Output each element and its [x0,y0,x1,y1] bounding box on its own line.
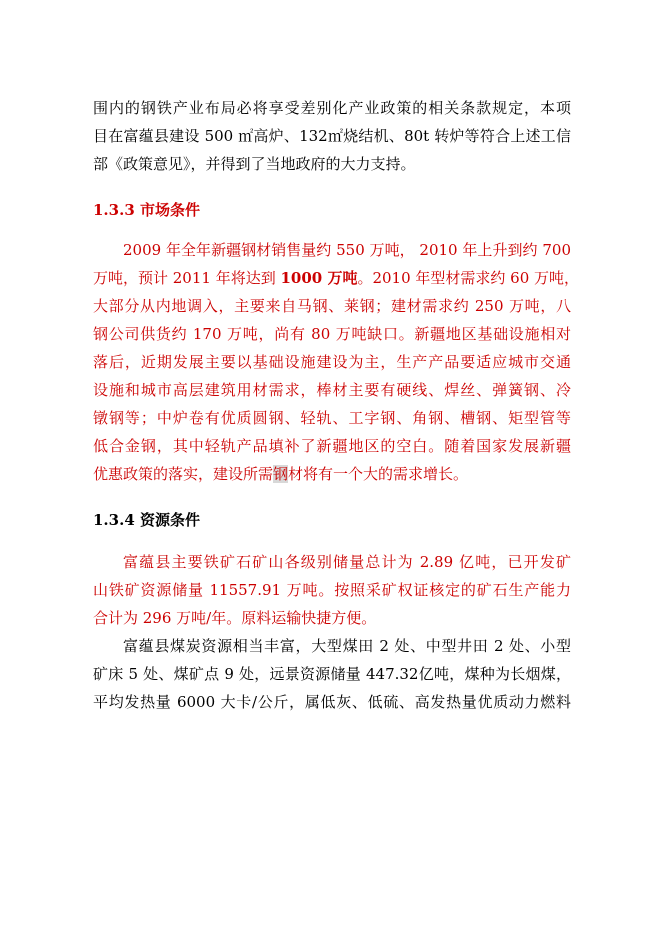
section-heading-resource: 1.3.4 资源条件 [93,511,200,529]
text-line: 大部分从内地调入，主要来自马钢、莱钢；建材需求约 250 万吨，八 [93,297,571,315]
document-page [93,94,580,716]
text-line: 富蕴县主要铁矿石矿山各级别储量总计为 2.89 亿吨，已开发矿 [123,553,571,571]
text-line: 围内的钢铁产业布局必将享受差别化产业政策的相关条款规定，本项 [93,99,571,117]
resource-paragraph-2 [93,632,571,716]
text-line [93,460,571,488]
text-line: 富蕴县煤炭资源相当丰富，大型煤田 2 处、中型井田 2 处、小型 [123,637,571,655]
text-line: 合计为 296 万吨/年。原料运输快捷方便。 [93,609,377,627]
market-paragraph [93,236,580,488]
text-line: 落后，近期发展主要以基础设施建设为主，生产产品要适应城市交通 [93,353,571,371]
text-line: 设施和城市高层建筑用材需求，棒材主要有硬线、焊丝、弹簧钢、冷 [93,381,571,399]
text-span: 优惠政策的落实，建设所需 [93,465,274,483]
emphasis-text: 1000 万吨 [280,269,358,287]
text-line: 钢公司供货约 170 万吨，尚有 80 万吨缺口。新疆地区基础设施相对 [93,325,571,343]
text-line: 镦钢等；中炉卷有优质圆钢、轻轨、工字钢、角钢、槽钢、矩型管等 [93,409,571,427]
text-line: 山铁矿资源储量 11557.91 万吨。按照采矿权证核定的矿石生产能力 [93,581,571,599]
resource-paragraph-1 [93,548,571,632]
intro-paragraph [93,94,571,178]
text-span: 万吨，预计 2011 年将达到 [93,269,281,287]
text-line: 目在富蕴县建设 500 ㎡高炉、132㎡烧结机、80t 转炉等符合上述工信 [93,127,571,145]
text-line: 部《政策意见》，并得到了当地政府的大力支持。 [93,155,416,173]
text-line [93,264,580,292]
text-line: 平均发热量 6000 大卡/公斤，属低灰、低硫、高发热量优质动力燃料 [93,693,571,711]
highlighted-text: 钢 [273,465,289,483]
text-line: 矿床 5 处、煤矿点 9 处，远景资源储量 447.32亿吨，煤种为长烟煤， [93,665,571,683]
text-span: 。2010 年型材需求约 60 万吨， [357,269,580,287]
section-heading-market: 1.3.3 市场条件 [93,201,200,219]
text-span: 材将有一个大的需求增长。 [288,465,469,483]
text-line: 低合金钢，其中轻轨产品填补了新疆地区的空白。随着国家发展新疆 [93,437,571,455]
text-line: 2009 年全年新疆钢材销售量约 550 万吨， 2010 年上升到约 700 [123,241,571,259]
